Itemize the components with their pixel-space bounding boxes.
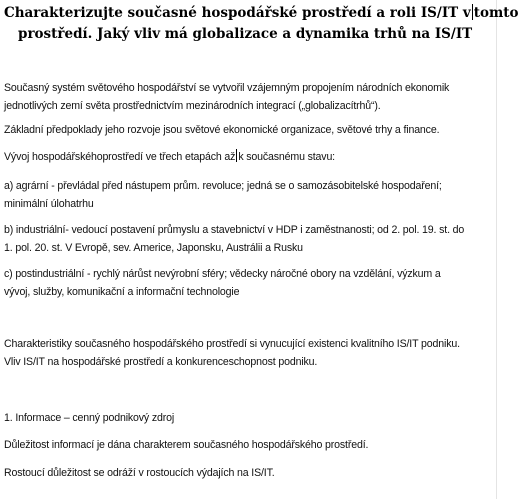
page-edge bbox=[496, 0, 497, 499]
text-cursor bbox=[472, 4, 473, 20]
paragraph-characteristics: Charakteristiky současného hospodářského prostředí si vynucující existenci kvalitního IS/IT podniku. Vliv IS/IT na hospodářské prostředí a konkurenceschopnost podniku. bbox=[4, 338, 460, 368]
paragraph-importance: Důležitost informací je dána charakterem současného hospodářského prostředí. bbox=[4, 439, 369, 451]
paragraph-agrarian: a) agrární - převládal před nástupem prům. revoluce; jedná se o samozásobitelské hospodaření; minimální úlohatrhu bbox=[4, 180, 442, 210]
paragraph-industrial: b) industriální- vedoucí postavení průmyslu a stavebnictví v HDP i zaměstnanosti; od 2. pol. 19. st. do 1. pol. 20. st. V Evropě, sev. Americe, Japonsku, Austrálii a Rusku bbox=[4, 224, 465, 254]
heading-line-1: Charakterizujte současné hospodářské prostředí a roli IS/IT v tomto bbox=[4, 5, 519, 21]
paragraph-prerequisites: Základní předpoklady jeho rozvoje jsou světové ekonomické organizace, světové trhy a finance. bbox=[4, 124, 440, 136]
paragraph-postindustrial: c) postindustriální - rychlý nárůst nevýrobní sféry; vědecky náročné obory na vzdělání, výzkum a vývoj, služby, komunikační a informační technologie bbox=[4, 268, 441, 298]
question-heading bbox=[4, 3, 519, 45]
section-heading-information: 1. Informace – cenný podnikový zdroj bbox=[4, 412, 175, 424]
heading-line-2: prostředí. Jaký vliv má globalizace a dynamika trhů na IS/IT bbox=[18, 26, 473, 42]
paragraph-intro: Současný systém světového hospodářství se vytvořil vzájemným propojením národních ekonomik jednotlivých zemí světa prostřednictvím mezinárodních integrací („globalizacítrhů“). bbox=[4, 82, 450, 112]
paragraph-spending: Rostoucí důležitost se odráží v rostoucích výdajích na IS/IT. bbox=[4, 467, 275, 479]
paragraph-stages: Vývoj hospodářskéhoprostředí ve třech etapách až k současnému stavu: bbox=[4, 151, 335, 163]
